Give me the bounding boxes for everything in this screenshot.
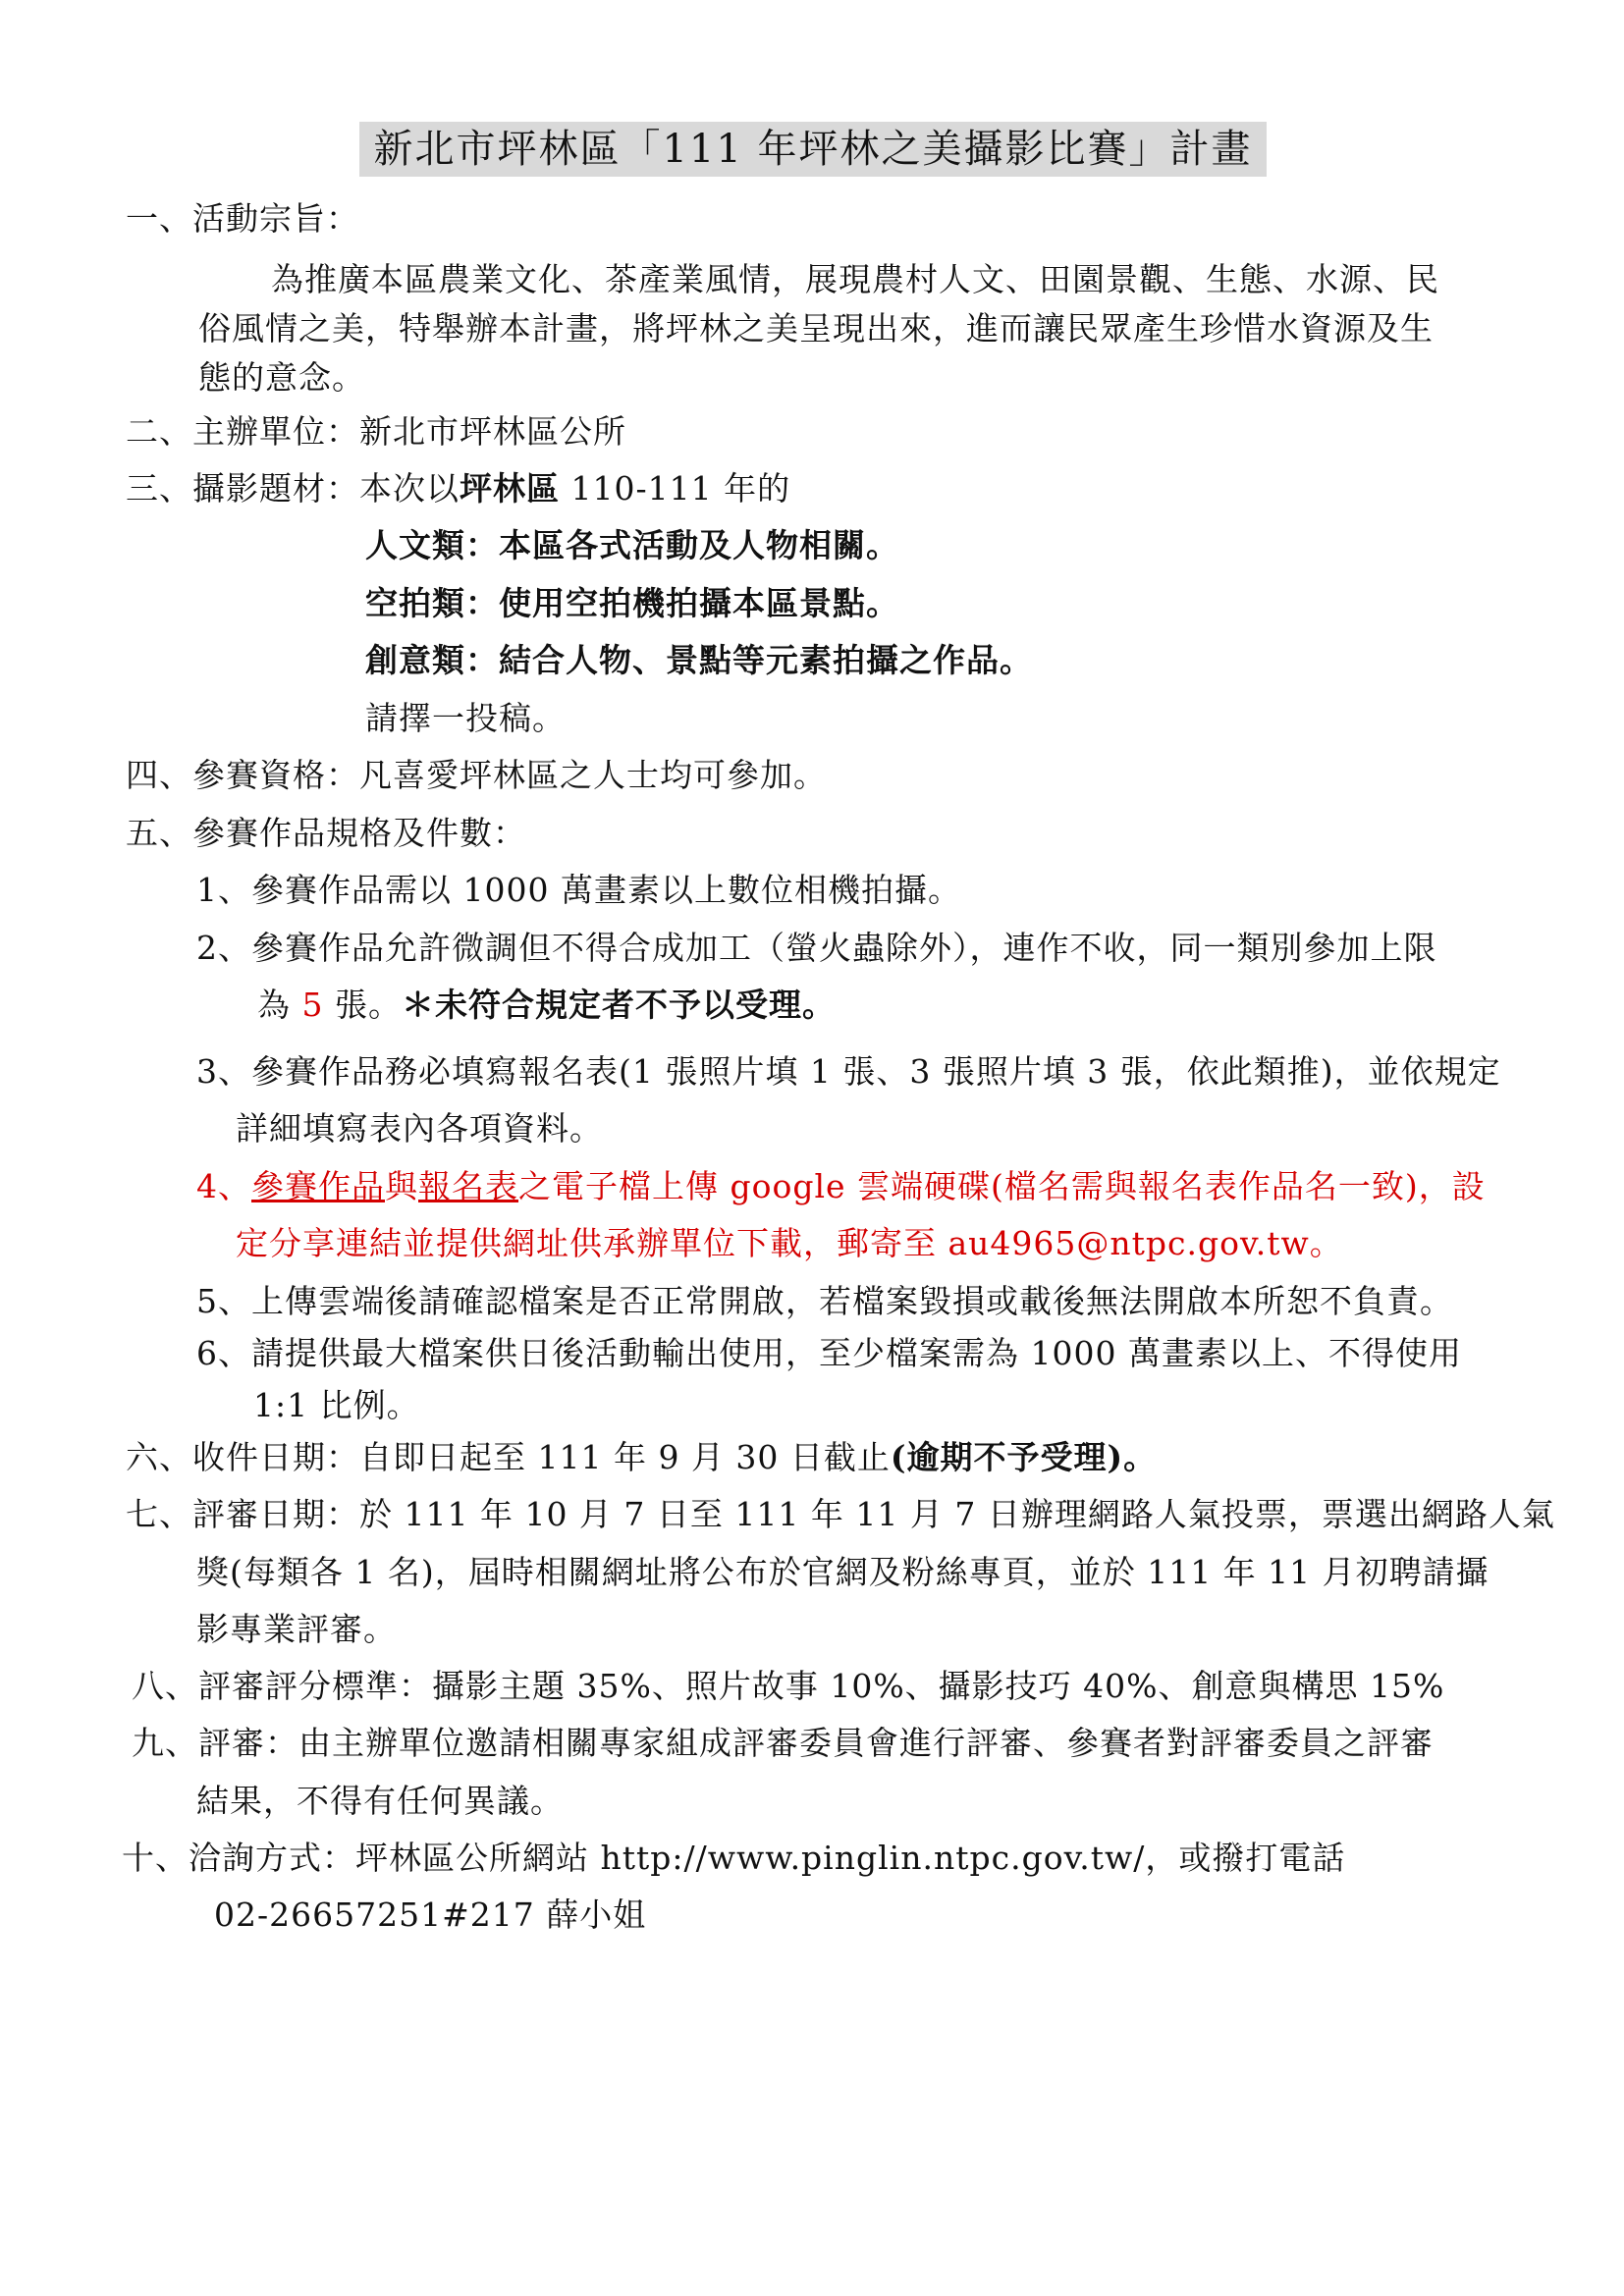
category-creative: 創意類：結合人物、景點等元素拍攝之作品。 <box>365 641 1033 679</box>
category-aerial: 空拍類：使用空拍機拍攝本區景點。 <box>365 584 899 622</box>
category-humanities: 人文類：本區各式活動及人物相關。 <box>365 526 899 564</box>
section-2-organizer: 二、主辦單位：新北市坪林區公所 <box>126 412 626 451</box>
section-6-deadline: 六、收件日期：自即日起至 111 年 9 月 30 日截止(逾期不予受理)。 <box>126 1438 1158 1476</box>
section-5-heading: 五、參賽作品規格及件數： <box>126 814 526 852</box>
section-4-eligibility: 四、參賽資格：凡喜愛坪林區之人士均可參加。 <box>126 756 827 794</box>
rule-6-line1: 6、請提供最大檔案供日後活動輸出使用，至少檔案需為 1000 萬畫素以上、不得使用 <box>196 1334 1462 1372</box>
section-1-body-line1: 為推廣本區農業文化、茶產業風情，展現農村人文、田園景觀、生態、水源、民 <box>271 260 1439 298</box>
section-3-subject: 三、攝影題材：本次以坪林區 110-111 年的 <box>126 469 791 507</box>
rule-1: 1、參賽作品需以 1000 萬畫素以上數位相機拍攝。 <box>196 871 961 909</box>
section-9-line2: 結果，不得有任何異議。 <box>196 1782 564 1820</box>
section-8-criteria: 八、評審評分標準：攝影主題 35%、照片故事 10%、攝影技巧 40%、創意與構思 15% <box>132 1667 1445 1705</box>
section-10-contact-line2: 02-26657251#217 薛小姐 <box>214 1896 647 1934</box>
rule-4-line1: 4、參賽作品與報名表之電子檔上傳 google 雲端硬碟(檔名需與報名表作品名一致)，設 <box>196 1167 1486 1205</box>
category-choose-note: 請擇一投稿。 <box>365 699 566 737</box>
section-7-line3: 影專業評審。 <box>196 1610 397 1648</box>
section-10-contact-line1: 十、洽詢方式：坪林區公所網站 http://www.pinglin.ntpc.gov.tw/，或撥打電話 <box>122 1839 1346 1877</box>
section-7-line1: 七、評審日期：於 111 年 10 月 7 日至 111 年 11 月 7 日辦理網路人氣投票，票選出網路人氣 <box>126 1495 1555 1533</box>
rule-3-line1: 3、參賽作品務必填寫報名表(1 張照片填 1 張、3 張照片填 3 張，依此類推)，並依規定 <box>196 1052 1501 1091</box>
rule-5: 5、上傳雲端後請確認檔案是否正常開啟，若檔案毀損或載後無法開啟本所恕不負責。 <box>196 1282 1453 1320</box>
rule-2-line1: 2、參賽作品允許微調但不得合成加工（螢火蟲除外），連作不收，同一類別參加上限 <box>196 929 1437 967</box>
page-title: 新北市坪林區「111 年坪林之美攝影比賽」計畫 <box>359 122 1267 177</box>
rule-2-line2: 為 5 張。＊未符合規定者不予以受理。 <box>257 986 836 1024</box>
section-1-body-line2: 俗風情之美，特舉辦本計畫，將坪林之美呈現出來，進而讓民眾產生珍惜水資源及生 <box>198 309 1434 347</box>
rule-3-line2: 詳細填寫表內各項資料。 <box>236 1109 603 1148</box>
section-1-heading: 一、活動宗旨： <box>126 199 359 238</box>
section-1-body-line3: 態的意念。 <box>198 358 365 397</box>
rule-4-line2: 定分享連結並提供網址供承辦單位下載，郵寄至 au4965@ntpc.gov.tw。 <box>236 1224 1343 1262</box>
rule-6-line2: 1:1 比例。 <box>253 1386 420 1424</box>
section-7-line2: 獎(每類各 1 名)，屆時相關網址將公布於官網及粉絲專頁，並於 111 年 11 月初聘請攝 <box>196 1553 1489 1591</box>
section-9-line1: 九、評審：由主辦單位邀請相關專家組成評審委員會進行評審、參賽者對評審委員之評審 <box>132 1724 1434 1762</box>
